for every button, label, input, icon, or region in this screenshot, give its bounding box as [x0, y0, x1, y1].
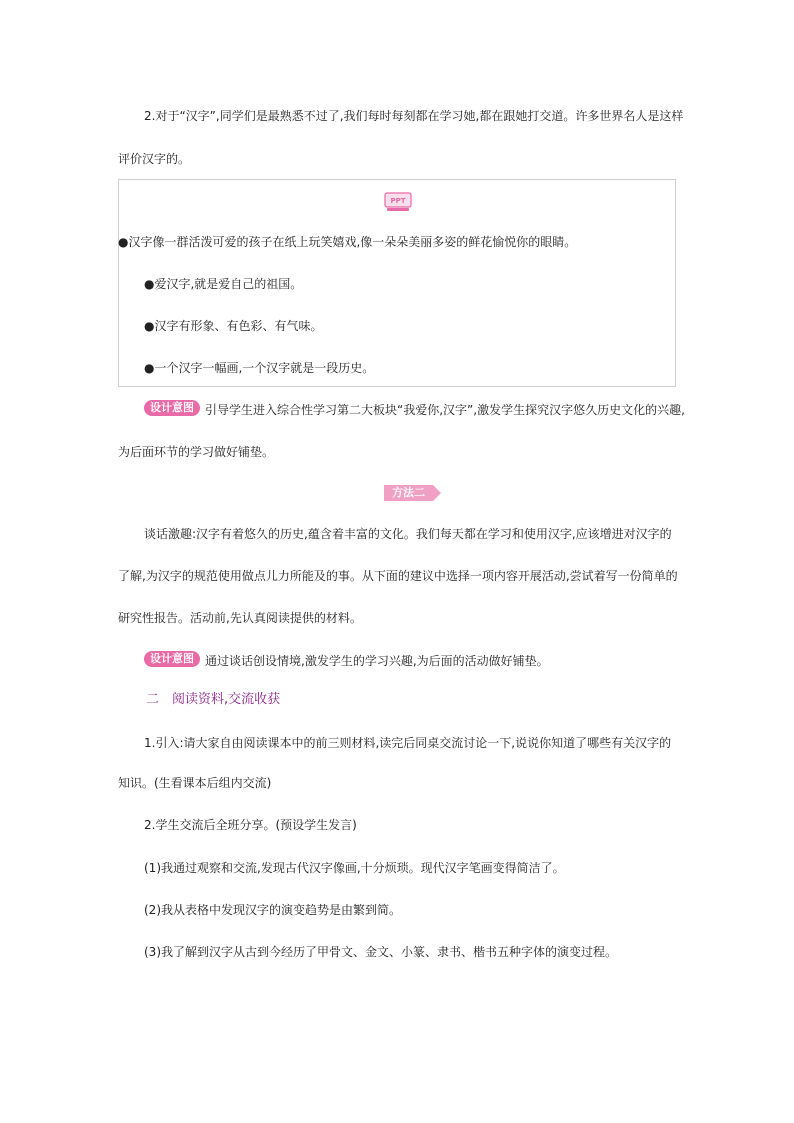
paragraph-line: (1)我通过观察和交流,发现古代汉字像画,十分烦琐。现代汉字笔画变得简洁了。: [144, 861, 565, 875]
method-text-2: 了解,为汉字的规范使用做点儿力所能及的事。从下面的建议中选择一项内容开展活动,尝试着写一份简单的: [118, 569, 678, 583]
design-intent-tag: 设计意图: [144, 651, 200, 667]
design-intent-text-1: 引导学生进入综合性学习第二大板块“我爱你,汉字”,激发学生探究汉字悠久历史文化的兴趣,: [205, 403, 685, 417]
design-intent-tag: 设计意图: [144, 400, 200, 416]
paragraph-line: 2.学生交流后全班分享。(预设学生发言): [144, 818, 357, 832]
ppt-icon-label: PPT: [390, 197, 406, 205]
paragraph-line: 知识。(生看课本后组内交流): [118, 776, 272, 790]
design-intent-text-2: 为后面环节的学习做好铺垫。: [118, 445, 275, 459]
section-heading: 二 阅读资料,交流收获: [146, 692, 281, 707]
paragraph-line: 1.引入:请大家自由阅读课本中的前三则材料,读完后同桌交流讨论一下,说说你知道了哪些有关汉字的: [144, 736, 672, 750]
method-two-tag: 方法二: [384, 485, 433, 501]
quote-item: ●爱汉字,就是爱自己的祖国。: [144, 277, 303, 291]
intro-line-2: 评价汉字的。: [118, 152, 191, 166]
paragraph-line: (2)我从表格中发现汉字的演变趋势是由繁到简。: [144, 903, 401, 917]
paragraph-line: (3)我了解到汉字从古到今经历了甲骨文、金文、小篆、隶书、楷书五种字体的演变过程。: [144, 945, 618, 959]
method-text-1: 谈话激趣:汉字有着悠久的历史,蕴含着丰富的文化。我们每天都在学习和使用汉字,应该增进对汉字的: [144, 527, 672, 541]
quote-item: ●汉字有形象、有色彩、有气味。: [144, 319, 323, 333]
method-text-3: 研究性报告。活动前,先认真阅读提供的材料。: [118, 611, 362, 625]
quote-item: ●汉字像一群活泼可爱的孩子在纸上玩笑嬉戏,像一朵朵美丽多姿的鲜花愉悦你的眼睛。: [118, 235, 577, 249]
design-intent-text: 通过谈话创设情境,激发学生的学习兴趣,为后面的活动做好铺垫。: [205, 654, 549, 668]
ppt-icon: [384, 192, 412, 212]
quote-item: ●一个汉字一幅画,一个汉字就是一段历史。: [144, 361, 375, 375]
intro-line-1: 2.对于“汉字”,同学们是最熟悉不过了,我们每时每刻都在学习她,都在跟她打交道。许多世界名人是这样: [144, 109, 684, 123]
